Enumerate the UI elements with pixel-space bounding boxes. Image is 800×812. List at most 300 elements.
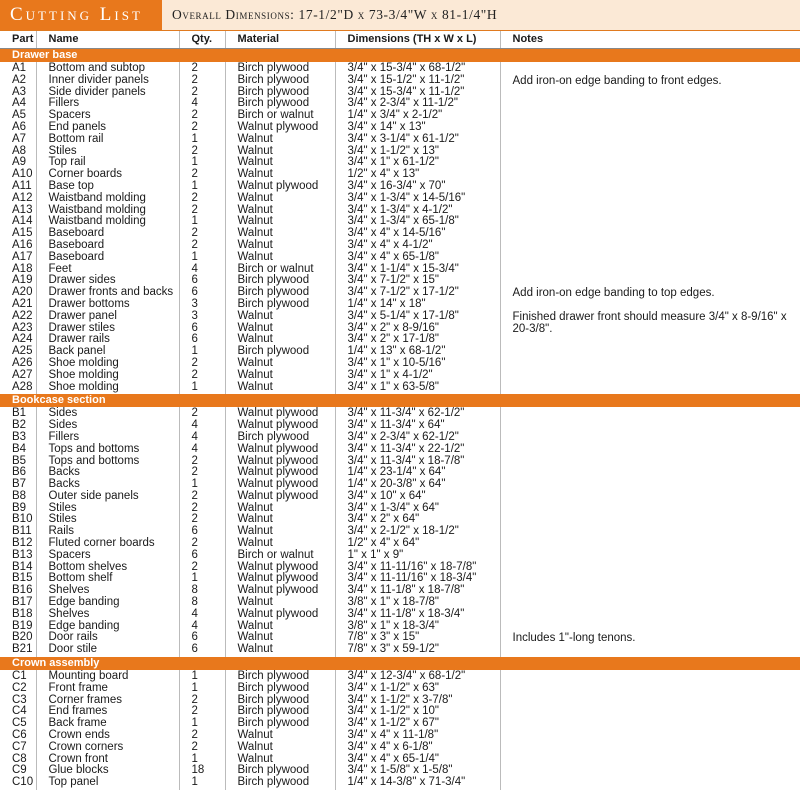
qty-cell: 2 (179, 146, 225, 158)
name-cell: Tops and bottoms (36, 456, 179, 468)
material-cell: Walnut (225, 382, 335, 395)
name-cell: Drawer bottoms (36, 299, 179, 311)
qty-cell: 8 (179, 597, 225, 609)
notes-cell (500, 205, 800, 217)
column-header-material: Material (225, 31, 335, 49)
name-cell: Baseboard (36, 240, 179, 252)
name-cell: Shelves (36, 609, 179, 621)
material-cell: Walnut plywood (225, 609, 335, 621)
column-header-dimensions: Dimensions (TH x W x L) (335, 31, 500, 49)
material-cell: Walnut plywood (225, 467, 335, 479)
notes-cell (500, 695, 800, 707)
qty-cell: 2 (179, 240, 225, 252)
cutting-list-table (0, 31, 800, 790)
part-cell: A9 (12, 156, 27, 169)
material-cell: Walnut plywood (225, 573, 335, 585)
notes-cell (500, 526, 800, 538)
name-cell: Drawer stiles (36, 323, 179, 335)
name-cell: Top panel (36, 777, 179, 790)
dimensions-cell: 7/8" x 3" x 15" (335, 632, 500, 644)
notes-cell (500, 240, 800, 252)
material-cell: Walnut plywood (225, 585, 335, 597)
material-cell: Walnut (225, 754, 335, 766)
dimensions-cell: 3/4" x 5-1/4" x 17-1/8" (335, 311, 500, 323)
material-cell: Walnut (225, 311, 335, 323)
table-row (0, 193, 800, 205)
notes-cell (500, 181, 800, 193)
notes-cell (500, 62, 800, 75)
dimensions-cell: 3/4" x 1" x 10-5/16" (335, 358, 500, 370)
qty-cell: 3 (179, 299, 225, 311)
table-row (0, 311, 800, 323)
material-cell: Walnut plywood (225, 181, 335, 193)
dimensions-cell: 3/4" x 1-1/2" x 63" (335, 683, 500, 695)
qty-cell: 2 (179, 467, 225, 479)
name-cell: Baseboard (36, 228, 179, 240)
part-cell: B3 (12, 430, 27, 443)
name-cell: Shoe molding (36, 382, 179, 395)
qty-cell: 2 (179, 205, 225, 217)
qty-cell: 4 (179, 432, 225, 444)
dimensions-cell: 3/4" x 1-3/4" x 64" (335, 503, 500, 515)
notes-cell (500, 407, 800, 420)
name-cell: Front frame (36, 683, 179, 695)
notes-cell (500, 670, 800, 683)
dimensions-cell: 3/4" x 2-3/4" x 11-1/2" (335, 98, 500, 110)
name-cell: Waistband molding (36, 216, 179, 228)
dimensions-cell: 3/4" x 1-5/8" x 1-5/8" (335, 765, 500, 777)
name-cell: Shoe molding (36, 358, 179, 370)
part-cell: C3 (12, 693, 27, 706)
dimensions-cell: 1/4" x 14-3/8" x 71-3/4" (335, 777, 500, 790)
notes-cell (500, 264, 800, 276)
part-cell: B14 (12, 560, 33, 573)
part-cell: A24 (12, 333, 33, 346)
notes-cell (500, 777, 800, 790)
part-cell: A11 (12, 179, 32, 192)
part-cell: C7 (12, 740, 27, 753)
table-row (0, 742, 800, 754)
material-cell: Walnut (225, 205, 335, 217)
name-cell: Inner divider panels (36, 75, 179, 87)
qty-cell: 2 (179, 75, 225, 87)
qty-cell: 2 (179, 730, 225, 742)
name-cell: Sides (36, 420, 179, 432)
name-cell: Fillers (36, 432, 179, 444)
notes-cell (500, 252, 800, 264)
part-cell: B16 (12, 584, 33, 597)
notes-cell: Add iron-on edge banding to front edges. (500, 75, 800, 110)
table-row (0, 777, 800, 790)
qty-cell: 2 (179, 87, 225, 99)
dimensions-cell: 3/4" x 4" x 65-1/4" (335, 754, 500, 766)
material-cell: Walnut (225, 216, 335, 228)
name-cell: Drawer fronts and backs (36, 287, 179, 299)
table-row (0, 432, 800, 444)
notes-cell (500, 706, 800, 718)
part-cell: A14 (12, 215, 33, 228)
qty-cell: 1 (179, 216, 225, 228)
notes-cell (500, 146, 800, 158)
dimensions-cell: 1/4" x 13" x 68-1/2" (335, 346, 500, 358)
name-cell: Shoe molding (36, 370, 179, 382)
name-cell: Fluted corner boards (36, 538, 179, 550)
dimensions-cell: 3/4" x 1-1/4" x 15-3/4" (335, 264, 500, 276)
material-cell: Birch plywood (225, 683, 335, 695)
name-cell: Top rail (36, 157, 179, 169)
material-cell: Birch plywood (225, 275, 335, 287)
dimensions-cell: 3/4" x 11-3/4" x 62-1/2" (335, 407, 500, 420)
dimensions-cell: 7/8" x 3" x 59-1/2" (335, 644, 500, 657)
column-header-part: Part (0, 31, 36, 49)
part-cell: B19 (12, 619, 33, 632)
name-cell: Base top (36, 181, 179, 193)
qty-cell: 18 (179, 765, 225, 777)
part-cell: B15 (12, 572, 33, 585)
material-cell: Birch plywood (225, 62, 335, 75)
part-cell: C1 (12, 670, 27, 683)
table-row (0, 75, 800, 87)
qty-cell: 2 (179, 456, 225, 468)
dimensions-cell: 3/4" x 10" x 64" (335, 491, 500, 503)
name-cell: Crown ends (36, 730, 179, 742)
material-cell: Birch plywood (225, 765, 335, 777)
part-cell: B17 (12, 596, 33, 609)
part-cell: A28 (12, 380, 33, 393)
part-cell: C10 (12, 776, 34, 789)
dimensions-cell: 3/4" x 15-3/4" x 68-1/2" (335, 62, 500, 75)
material-cell: Walnut (225, 503, 335, 515)
part-cell: B11 (12, 525, 32, 538)
part-cell: A25 (12, 345, 33, 358)
name-cell: Back panel (36, 346, 179, 358)
dimensions-cell: 3/4" x 1-1/2" x 3-7/8" (335, 695, 500, 707)
name-cell: Rails (36, 526, 179, 538)
material-cell: Walnut (225, 134, 335, 146)
name-cell: Crown front (36, 754, 179, 766)
material-cell: Walnut plywood (225, 407, 335, 420)
notes-cell (500, 346, 800, 358)
qty-cell: 4 (179, 98, 225, 110)
dimensions-cell: 3/4" x 1" x 4-1/2" (335, 370, 500, 382)
dimensions-cell: 3/4" x 2-1/2" x 18-1/2" (335, 526, 500, 538)
dimensions-cell: 3/4" x 1-1/2" x 67" (335, 718, 500, 730)
material-cell: Walnut plywood (225, 479, 335, 491)
notes-cell (500, 110, 800, 122)
qty-cell: 2 (179, 706, 225, 718)
name-cell: Door rails (36, 632, 179, 644)
material-cell: Walnut (225, 644, 335, 657)
qty-cell: 2 (179, 122, 225, 134)
part-cell: A20 (12, 286, 33, 299)
dimensions-cell: 3/8" x 1" x 18-7/8" (335, 597, 500, 609)
part-cell: A19 (12, 274, 33, 287)
material-cell: Birch plywood (225, 299, 335, 311)
name-cell: Bottom and subtop (36, 62, 179, 75)
qty-cell: 1 (179, 718, 225, 730)
name-cell: Stiles (36, 514, 179, 526)
name-cell: Corner boards (36, 169, 179, 181)
dimensions-cell: 3/4" x 11-11/16" x 18-7/8" (335, 562, 500, 574)
notes-cell (500, 683, 800, 695)
section-title: Bookcase section (0, 394, 800, 407)
part-cell: A5 (12, 109, 27, 122)
part-cell: B10 (12, 513, 33, 526)
dimensions-cell: 3/4" x 4" x 65-1/8" (335, 252, 500, 264)
dimensions-cell: 1/2" x 4" x 64" (335, 538, 500, 550)
qty-cell: 2 (179, 695, 225, 707)
dimensions-cell: 3/4" x 4" x 4-1/2" (335, 240, 500, 252)
material-cell: Walnut (225, 146, 335, 158)
part-cell: A10 (12, 168, 33, 181)
qty-cell: 1 (179, 573, 225, 585)
material-cell: Walnut plywood (225, 444, 335, 456)
name-cell: Waistband molding (36, 193, 179, 205)
dimensions-cell: 1/4" x 3/4" x 2-1/2" (335, 110, 500, 122)
qty-cell: 1 (179, 754, 225, 766)
part-cell: A16 (12, 238, 33, 251)
dimensions-cell: 3/4" x 7-1/2" x 15" (335, 275, 500, 287)
qty-cell: 2 (179, 169, 225, 181)
material-cell: Walnut (225, 169, 335, 181)
material-cell: Birch plywood (225, 87, 335, 99)
table-row (0, 382, 800, 395)
notes-cell (500, 742, 800, 754)
notes-cell (500, 609, 800, 621)
qty-cell: 2 (179, 62, 225, 75)
material-cell: Birch plywood (225, 695, 335, 707)
name-cell: Baseboard (36, 252, 179, 264)
part-cell: B13 (12, 548, 33, 561)
material-cell: Walnut plywood (225, 122, 335, 134)
qty-cell: 1 (179, 683, 225, 695)
qty-cell: 6 (179, 323, 225, 335)
notes-cell (500, 228, 800, 240)
qty-cell: 4 (179, 444, 225, 456)
qty-cell: 2 (179, 370, 225, 382)
material-cell: Walnut (225, 157, 335, 169)
material-cell: Walnut (225, 597, 335, 609)
cutting-list-header (0, 0, 800, 31)
part-cell: A27 (12, 368, 33, 381)
dimensions-cell: 3/4" x 15-3/4" x 11-1/2" (335, 87, 500, 99)
qty-cell: 1 (179, 181, 225, 193)
qty-cell: 8 (179, 585, 225, 597)
table-row (0, 358, 800, 370)
table-row (0, 670, 800, 683)
dimensions-cell: 3/4" x 11-11/16" x 18-3/4" (335, 573, 500, 585)
notes-cell (500, 718, 800, 730)
part-cell: A18 (12, 262, 33, 275)
notes-cell: Includes 1"-long tenons. (500, 632, 800, 657)
dimensions-cell: 3/4" x 11-1/8" x 18-7/8" (335, 585, 500, 597)
dimensions-cell: 1/4" x 23-1/4" x 64" (335, 467, 500, 479)
material-cell: Walnut (225, 730, 335, 742)
name-cell: Sides (36, 407, 179, 420)
material-cell: Walnut plywood (225, 456, 335, 468)
qty-cell: 2 (179, 358, 225, 370)
notes-cell (500, 503, 800, 515)
material-cell: Walnut (225, 370, 335, 382)
notes-cell (500, 216, 800, 228)
section-header (0, 657, 800, 670)
part-cell: A7 (12, 132, 27, 145)
name-cell: Crown corners (36, 742, 179, 754)
dimensions-cell: 3/4" x 1-3/4" x 65-1/8" (335, 216, 500, 228)
part-cell: C6 (12, 729, 27, 742)
part-cell: C2 (12, 681, 27, 694)
name-cell: Drawer rails (36, 334, 179, 346)
part-cell: C4 (12, 705, 27, 718)
material-cell: Birch plywood (225, 718, 335, 730)
material-cell: Walnut plywood (225, 562, 335, 574)
material-cell: Birch or walnut (225, 110, 335, 122)
notes-cell (500, 358, 800, 370)
name-cell: Edge banding (36, 621, 179, 633)
qty-cell: 6 (179, 275, 225, 287)
part-cell: B8 (12, 489, 27, 502)
name-cell: Spacers (36, 110, 179, 122)
qty-cell: 6 (179, 334, 225, 346)
part-cell: B6 (12, 466, 27, 479)
qty-cell: 4 (179, 609, 225, 621)
notes-cell (500, 157, 800, 169)
name-cell: Bottom rail (36, 134, 179, 146)
column-header-name: Name (36, 31, 179, 49)
qty-cell: 2 (179, 407, 225, 420)
dimensions-cell: 3/4" x 3-1/4" x 61-1/2" (335, 134, 500, 146)
notes-cell (500, 122, 800, 134)
name-cell: Shelves (36, 585, 179, 597)
material-cell: Birch plywood (225, 346, 335, 358)
qty-cell: 1 (179, 134, 225, 146)
qty-cell: 2 (179, 193, 225, 205)
table-row (0, 491, 800, 503)
dimensions-cell: 3/4" x 1-3/4" x 14-5/16" (335, 193, 500, 205)
name-cell: Edge banding (36, 597, 179, 609)
cutting-list-body (0, 49, 800, 791)
qty-cell: 6 (179, 526, 225, 538)
material-cell: Walnut (225, 334, 335, 346)
part-cell: B20 (12, 631, 33, 644)
dimensions-cell: 3/4" x 1" x 61-1/2" (335, 157, 500, 169)
qty-cell: 6 (179, 287, 225, 299)
qty-cell: 2 (179, 110, 225, 122)
notes-cell (500, 765, 800, 777)
notes-cell (500, 621, 800, 633)
qty-cell: 1 (179, 252, 225, 264)
part-cell: A21 (12, 297, 33, 310)
part-cell: C5 (12, 717, 27, 730)
section-title: Drawer base (0, 49, 800, 63)
material-cell: Birch plywood (225, 287, 335, 299)
notes-cell (500, 193, 800, 205)
part-cell: C9 (12, 764, 27, 777)
dimensions-cell: 3/4" x 1-1/2" x 10" (335, 706, 500, 718)
qty-cell: 6 (179, 644, 225, 657)
part-cell: B5 (12, 454, 27, 467)
name-cell: Mounting board (36, 670, 179, 683)
part-cell: A15 (12, 227, 33, 240)
qty-cell: 6 (179, 550, 225, 562)
material-cell: Birch plywood (225, 432, 335, 444)
name-cell: Back frame (36, 718, 179, 730)
name-cell: Door stile (36, 644, 179, 657)
part-cell: A2 (12, 73, 27, 86)
material-cell: Birch plywood (225, 98, 335, 110)
qty-cell: 1 (179, 777, 225, 790)
material-cell: Walnut (225, 323, 335, 335)
notes-cell (500, 514, 800, 526)
part-cell: A1 (12, 62, 27, 74)
dimensions-cell: 3/4" x 2-3/4" x 62-1/2" (335, 432, 500, 444)
name-cell: Fillers (36, 98, 179, 110)
notes-cell (500, 730, 800, 742)
dimensions-cell: 3/4" x 4" x 11-1/8" (335, 730, 500, 742)
dimensions-cell: 3/4" x 1" x 63-5/8" (335, 382, 500, 395)
dimensions-cell: 3/4" x 4" x 6-1/8" (335, 742, 500, 754)
notes-cell (500, 444, 800, 456)
part-cell: B2 (12, 419, 27, 432)
part-cell: A12 (12, 191, 33, 204)
part-cell: B1 (12, 407, 27, 420)
column-header-notes: Notes (500, 31, 800, 49)
table-row (0, 181, 800, 193)
name-cell: End panels (36, 122, 179, 134)
part-cell: B7 (12, 478, 27, 491)
table-row (0, 134, 800, 146)
table-row (0, 62, 800, 75)
section-header (0, 394, 800, 407)
qty-cell: 2 (179, 228, 225, 240)
name-cell: Glue blocks (36, 765, 179, 777)
part-cell: A22 (12, 309, 33, 322)
dimensions-cell: 3/4" x 11-3/4" x 64" (335, 420, 500, 432)
dimensions-cell: 1/4" x 20-3/8" x 64" (335, 479, 500, 491)
material-cell: Walnut (225, 252, 335, 264)
name-cell: Bottom shelf (36, 573, 179, 585)
material-cell: Birch plywood (225, 706, 335, 718)
notes-cell (500, 169, 800, 181)
material-cell: Birch or walnut (225, 264, 335, 276)
qty-cell: 4 (179, 621, 225, 633)
material-cell: Walnut (225, 358, 335, 370)
dimensions-cell: 3/4" x 11-3/4" x 18-7/8" (335, 456, 500, 468)
material-cell: Walnut plywood (225, 491, 335, 503)
table-row (0, 444, 800, 456)
notes-cell (500, 573, 800, 585)
qty-cell: 2 (179, 538, 225, 550)
qty-cell: 3 (179, 311, 225, 323)
name-cell: End frames (36, 706, 179, 718)
notes-cell (500, 467, 800, 479)
notes-cell (500, 479, 800, 491)
name-cell: Feet (36, 264, 179, 276)
material-cell: Birch or walnut (225, 550, 335, 562)
dimensions-cell: 3/4" x 7-1/2" x 17-1/2" (335, 287, 500, 299)
name-cell: Drawer sides (36, 275, 179, 287)
notes-cell (500, 562, 800, 574)
qty-cell: 2 (179, 742, 225, 754)
dimensions-cell: 3/8" x 1" x 18-3/4" (335, 621, 500, 633)
dimensions-cell: 3/4" x 2" x 17-1/8" (335, 334, 500, 346)
cutting-list-title: Cutting List (0, 0, 162, 30)
part-cell: B4 (12, 442, 27, 455)
part-cell: B12 (12, 537, 33, 550)
part-cell: A23 (12, 321, 33, 334)
table-row (0, 683, 800, 695)
qty-cell: 1 (179, 479, 225, 491)
